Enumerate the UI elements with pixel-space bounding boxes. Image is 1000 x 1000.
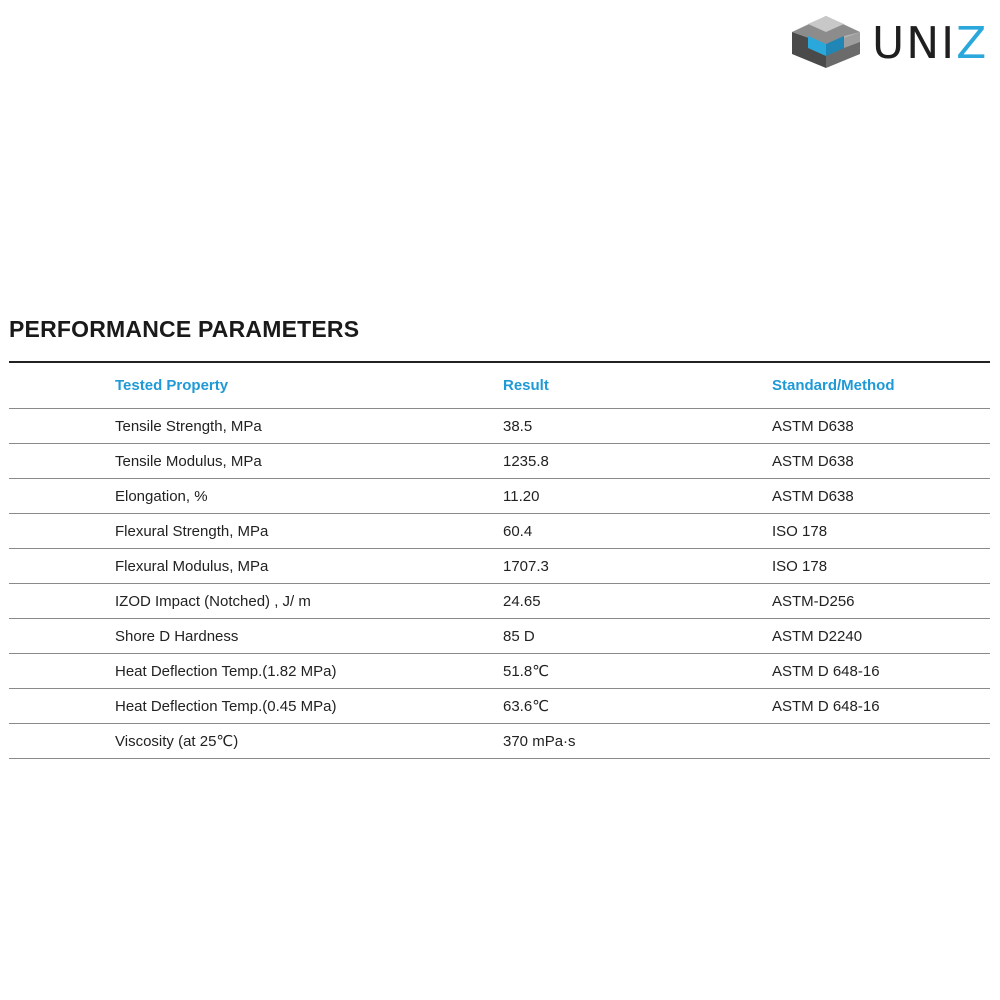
table-row [9,409,990,444]
cell-result: 370 mPa·s [503,732,576,750]
cell-property: Viscosity (at 25℃) [115,733,239,750]
cell-result: 1707.3 [503,557,549,575]
cell-result: 38.5 [503,417,533,435]
column-header-property: Tested Property [115,377,229,394]
performance-table [9,361,990,759]
cell-property: Heat Deflection Temp.(0.45 MPa) [115,697,337,715]
cell-property: Flexural Modulus, MPa [115,557,269,575]
cell-property: Flexural Strength, MPa [115,522,269,540]
cell-property: Tensile Modulus, MPa [115,452,262,470]
table-header-row [9,363,990,409]
cell-result: 24.65 [503,592,541,610]
cell-property: IZOD Impact (Notched) , J/ m [115,592,311,610]
cell-standard: ASTM D 648-16 [772,697,880,715]
table-row [9,444,990,479]
cell-result: 1235.8 [503,452,549,470]
table-row [9,654,990,689]
brand-logo [788,14,988,70]
column-header-standard: Standard/Method [772,377,895,394]
cell-property: Elongation, % [115,487,208,505]
cell-result: 85 D [503,627,535,645]
cell-standard: ASTM-D256 [772,592,855,610]
cell-standard: ASTM D2240 [772,627,863,645]
cell-standard: ASTM D 648-16 [772,662,880,680]
logo-wordmark: UNIZ [872,18,989,69]
cell-standard: ASTM D638 [772,487,854,505]
cube-logo-icon [788,14,864,70]
table-row [9,549,990,584]
section-title: PERFORMANCE PARAMETERS [9,316,360,342]
table-row [9,689,990,724]
cell-result: 11.20 [503,487,540,505]
cell-standard: ASTM D638 [772,417,854,435]
cell-property: Heat Deflection Temp.(1.82 MPa) [115,662,337,680]
table-row [9,619,990,654]
table-row [9,514,990,549]
cell-property: Tensile Strength, MPa [115,417,262,435]
cell-result: 63.6℃ [503,698,550,715]
cell-standard: ISO 178 [772,557,828,575]
table-row [9,724,990,759]
cell-standard: ISO 178 [772,522,828,540]
cell-property: Shore D Hardness [115,627,239,645]
cell-result: 51.8℃ [503,663,550,680]
table-row [9,584,990,619]
column-header-result: Result [503,377,549,394]
cell-standard: ASTM D638 [772,452,854,470]
table-row [9,479,990,514]
cell-result: 60.4 [503,522,533,540]
